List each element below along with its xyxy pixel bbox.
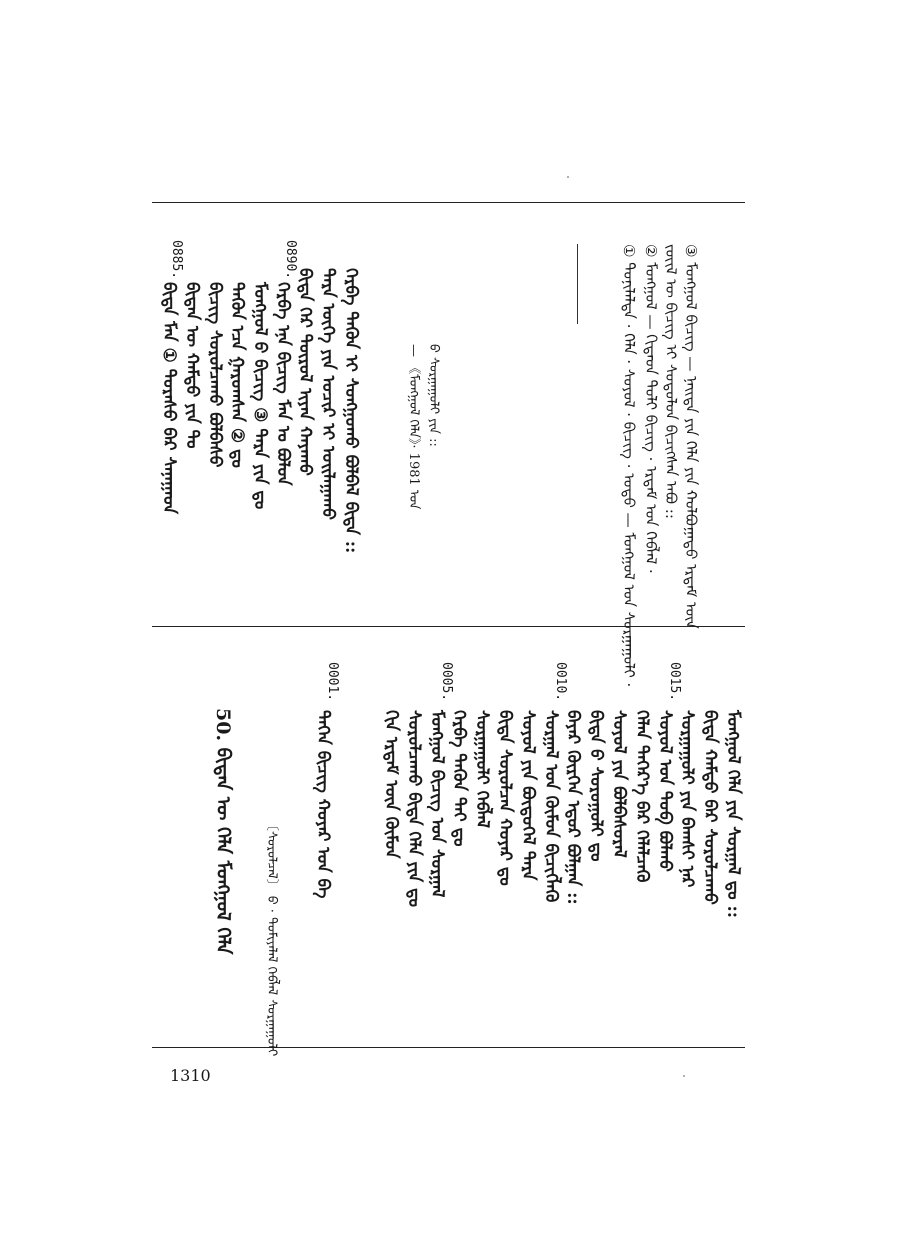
line-number: 0015.: [667, 662, 682, 702]
footnote-marker: ②: [642, 244, 660, 258]
scan-speck: [683, 1075, 685, 1077]
verse-line: ᠰᠣᠶᠣᠯ ᠶᠢᠨ ᠪᠦᠲᠦᠭᠡᠯ ᠲᠡᠷᠡ: [518, 710, 538, 881]
verse-line: ᠰᠣᠶᠣᠯ ᠶᠢᠨ ᠪᠣᠯᠪᠠᠰᠤᠷᠠᠯ: [609, 710, 629, 858]
footnote-text: ᠲᠣᠨᠢᠯᠠᠯᠲᠠ · ᠬᠡᠯᠡ · ᠰᠣᠶᠣᠯ · ᠪᠢᠴᠢᠭ · ᠣᠳᠤ — ᠮᠣᠩᠭᠣᠯ ᠤᠨ ᠰᠤᠷᠭᠠᠭᠤᠯᠢ ·: [620, 262, 638, 688]
middle-divider: [152, 626, 745, 627]
footnote-marker: ③: [682, 244, 700, 258]
chapter-title: 50. ᠪᠢᠳᠡᠨ ᠦ ᠬᠡᠯᠡ ᠮᠣᠩᠭᠣᠯ ᠬᠡᠯᠡ: [212, 708, 234, 955]
verse-line: ᠲᠡᠷᠡ ᠦᠭᠡ ᠶᠢᠨ ᠤᠴᠢᠷ ᠢ ᠣᠢᠯᠠᠭᠠᠬᠤ: [318, 268, 338, 520]
citation-line-1: ᠪ ᠰᠤᠷᠭᠠᠭᠤᠯᠢ ᠶᠢᠨ ::: [426, 344, 441, 447]
verse-line: ᠪᠢᠴᠢᠭ ᠰᠤᠷᠤᠯᠴᠠᠬᠤ ᠪᠣᠯᠪᠠᠰᠤ: [205, 282, 225, 468]
verse-line: ᠮᠣᠩᠭᠣᠯ ᠪ ᠪᠢᠴᠢᠭ ③ ᠲᠡᠷᠡ ᠶᠢᠨ ᠳᠤ: [250, 282, 270, 510]
verse-line: ᠮᠣᠩᠭᠣᠯ ᠪᠢᠴᠢᠭ ᠤᠨ ᠰᠤᠷᠭᠠᠯ: [427, 710, 447, 898]
verse-line: ᠬᠡᠷᠪᠡ ᠲᠡᠭᠦᠨ ᠢ ᠰᠣᠩᠭᠣᠬᠤ ᠪᠣᠯᠪᠠᠯ ᠪᠢᠳᠡ ::: [341, 268, 361, 554]
source-note: 〔ᠰᠤᠷᠤᠯᠴᠠᠯ〕 ᠪ · ᠲᠣᠮᠢᠶᠠᠯᠠᠯ ᠬᠡᠪᠯᠡᠯ ᠰᠤᠷᠭᠠᠭᠤᠯᠢ: [264, 818, 279, 1057]
bottom-divider: [152, 1047, 745, 1048]
verse-line: ᠬᠡᠯᠡᠨ ᠳᠡᠭᠡᠷ᠎ᠡ ᠪᠠᠷ ᠬᠡᠯᠡᠯᠴᠡᠬᠦ: [632, 710, 652, 883]
verse-line: ᠲᠡᠭᠦᠨ ᠡᠴᠡ ᠭᠠᠷᠤᠭᠰᠠᠨ ② ᠳᠤ: [227, 282, 247, 468]
verse-line: ᠰᠤᠷᠭᠠᠯ ᠤᠨ ᠬᠦᠮᠦᠨ ᠪᠢᠴᠢᠭᠯᠡᠬᠦ: [541, 710, 561, 903]
verse-line: ᠪᠢᠳᠡ ᠭᠡᠷ ᠲᠦᠷᠦᠯ ᠢᠶᠡᠨ ᠬᠠᠶᠠᠬᠤ: [295, 268, 315, 476]
verse-line: ᠪᠢᠳᠡ ᠮᠠᠨ ① ᠳᠤᠷᠠᠰᠤ ᠪᠠᠷ ᠰᠠᠨᠠᠭᠠᠳ: [159, 282, 179, 515]
citation-line-2: — 《ᠮᠣᠩᠭᠣᠯ ᠬᠡᠯᠡ》· 1981 ᠣᠨ: [406, 344, 421, 510]
line-number: 0005.: [439, 662, 454, 702]
verse-line: ᠰᠤᠷᠤᠯᠴᠠᠬᠤ ᠪᠢᠳᠡ ᠬᠡᠯᠡ ᠶᠢᠨ ᠳᠤ: [404, 710, 424, 907]
verse-line: ᠰᠤᠷᠭᠠᠭᠤᠯᠢ ᠬᠡᠪᠯᠡᠯ: [472, 710, 492, 828]
verse-line: ᠬᠡᠷᠪᠡ ᠡᠨᠡ ᠪᠢᠴᠢᠭ ᠮᠠᠨ ᠤ ᠪᠣᠯᠤᠨ: [273, 282, 293, 486]
top-divider: [152, 202, 745, 203]
scan-speck: [567, 176, 569, 178]
line-number: 0885.: [169, 240, 184, 280]
verse-line: ᠮᠣᠩᠭᠣᠯ ᠬᠡᠯᠡ ᠶᠢᠨ ᠰᠤᠷᠭᠠᠯ ᠳᠤ ::: [723, 710, 743, 919]
verse-line: ᠬᠢᠨ ᠡᠷᠳᠡᠮ ᠦᠨ ᠬᠦᠮᠦᠨ: [381, 710, 401, 859]
verse-line: ᠰᠤᠷᠭᠠᠭᠤᠯᠢ ᠶᠢᠨ ᠪᠠᠭᠰᠢ ᠨᠠᠷ: [677, 710, 697, 888]
footnote-2: [642, 244, 660, 574]
line-number: 0001.: [325, 662, 340, 702]
verse-line: ᠲᠡᠭᠡᠨ ᠪᠢᠴᠢᠭ ᠬᠣᠶᠠᠷ ᠤᠨ ᠪᠠ: [313, 710, 333, 899]
footnote-3-cont: [662, 244, 680, 519]
verse-line: ᠪᠠᠶᠠᠷ ᠬᠦᠷᠭᠡᠨ ᠡᠳᠦᠷ ᠪᠣᠯᠭᠠᠨ ::: [563, 710, 583, 905]
footnote-text: ᠵᠦᠢᠯ ᠦ ᠪᠢᠴᠢᠭ ᠢ ᠰᠤᠳᠤᠯᠤᠨ ᠪᠢᠴᠢᠭᠰᠡᠨ ᠠᠪᠤ ::: [662, 244, 680, 519]
footnote-1: [620, 244, 638, 687]
footnote-marker: ①: [620, 244, 638, 258]
footnote-3: [682, 244, 700, 629]
verse-line: ᠬᠡᠷᠪᠡ ᠲᠡᠭᠦᠨ ᠲᠡᠢ ᠳᠤ: [449, 710, 469, 847]
footnote-text: ᠮᠣᠩᠭᠣᠯ — ᠬᠢᠲᠠᠳ ᠲᠣᠯᠢ ᠪᠢᠴᠢᠭ · ᠡᠷᠳᠡᠮ ᠤᠨ ᠬᠡᠪᠯᠡᠯ ·: [642, 262, 660, 574]
verse-line: ᠪᠢᠳᠡ ᠰᠤᠷᠤᠯᠴᠠᠨ ᠬᠣᠶᠠᠷ ᠳᠤ: [495, 710, 515, 886]
verse-line: ᠪᠢᠳᠡ ᠪ ᠰᠤᠷᠤᠭᠤᠯᠢ ᠳᠤ: [586, 710, 606, 862]
line-number: 0010.: [553, 662, 568, 702]
line-number: 0890.: [283, 240, 298, 280]
footnote-text: ᠮᠣᠩᠭᠣᠯ ᠪᠢᠴᠢᠭ — ᠨᠡᠢᠲᠡ ᠶᠢᠨ ᠬᠡᠯᠡ ᠶᠢᠨ ᠬᠣᠯᠪᠣᠭᠠᠲᠤ ᠡᠷᠳᠡᠮ ᠦᠨ: [682, 262, 700, 629]
verse-line: ᠪᠢᠳᠡ ᠬᠠᠮᠲᠤ ᠪᠠᠷ ᠰᠤᠷᠤᠯᠴᠠᠬᠤ: [700, 710, 720, 905]
page-number: 1310: [170, 1066, 211, 1085]
footnote-separator: [577, 244, 578, 324]
verse-line: ᠰᠣᠶᠣᠯ ᠤᠨ ᠲᠣᠪ ᠪᠣᠯᠬᠤ: [655, 710, 675, 872]
verse-line: ᠪᠢᠳᠡᠨ ᠦ ᠬᠠᠮᠲᠤ ᠶᠢᠨ ᠲᠤ: [182, 282, 202, 449]
